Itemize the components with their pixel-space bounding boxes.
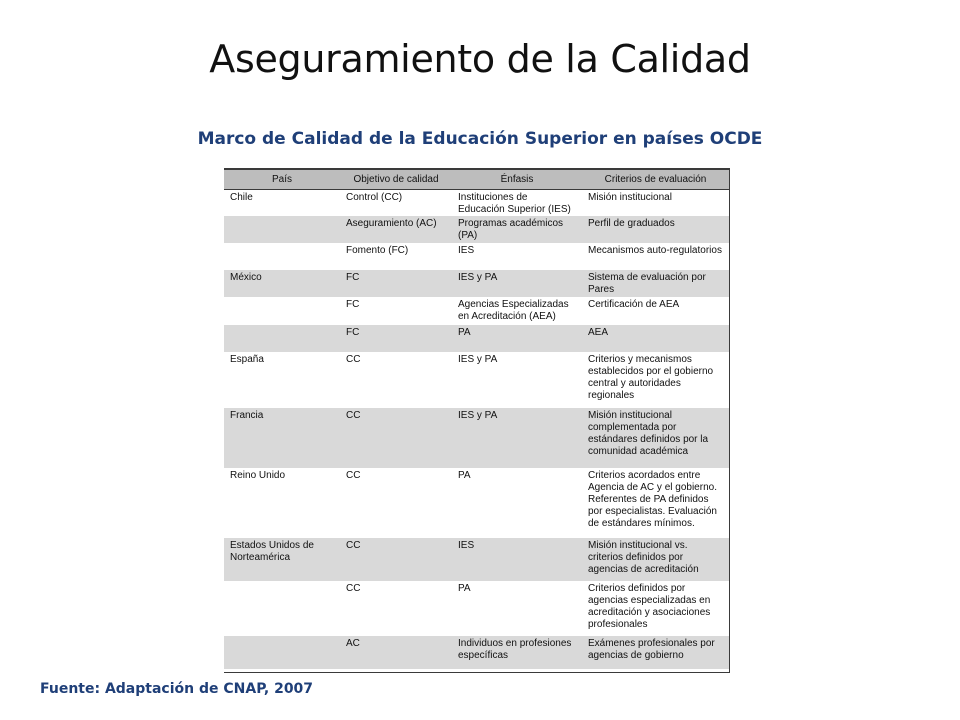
cell-criterios: Misión institucional <box>588 192 672 203</box>
table-row <box>224 581 729 636</box>
cell-enfasis: PA <box>458 583 471 594</box>
cell-objetivo: FC <box>340 270 452 297</box>
cell-criterios: Criterios definidos por agencias especializadas en acreditación y asociaciones profesionales <box>588 583 711 630</box>
cell-criterios: AEA <box>582 325 729 352</box>
cell-enfasis: Programas académicos (PA) <box>452 216 582 243</box>
quality-framework-table <box>224 168 730 673</box>
cell-criterios: Mecanismos auto-regulatorios <box>588 245 722 256</box>
cell-enfasis: IES <box>452 538 582 581</box>
cell-criterios: Perfil de graduados <box>582 216 729 243</box>
cell-enfasis: Individuos en profesiones específicas <box>452 636 582 669</box>
cell-criterios: Certificación de AEA <box>588 299 680 310</box>
cell-pais: Estados Unidos de Norteamérica <box>224 538 340 581</box>
cell-pais: España <box>230 354 264 365</box>
table-row <box>224 325 729 352</box>
slide-title: Aseguramiento de la Calidad <box>209 37 751 81</box>
table-row <box>224 243 729 270</box>
cell-objetivo: CC <box>346 470 361 481</box>
cell-criterios: Misión institucional vs. criterios definidos por agencias de acreditación <box>582 538 729 581</box>
table <box>224 168 729 669</box>
cell-enfasis: IES y PA <box>452 270 582 297</box>
table-row <box>224 352 729 408</box>
cell-objetivo: CC <box>346 354 361 365</box>
cell-criterios: Criterios y mecanismos establecidos por el gobierno central y autoridades regionales <box>588 354 714 401</box>
table-row <box>224 297 729 325</box>
cell-enfasis: IES y PA <box>458 354 498 365</box>
cell-enfasis: Agencias Especializadas en Acreditación (AEA) <box>458 299 569 322</box>
table-row <box>224 190 729 217</box>
source-note: Fuente: Adaptación de CNAP, 2007 <box>40 681 314 697</box>
cell-pais: Reino Unido <box>230 470 286 481</box>
cell-pais: Francia <box>224 408 340 468</box>
cell-enfasis: PA <box>458 470 471 481</box>
table-body <box>224 190 729 670</box>
cell-pais <box>224 581 340 636</box>
cell-objetivo: Fomento (FC) <box>346 245 409 256</box>
cell-enfasis: IES <box>458 245 475 256</box>
cell-criterios: Exámenes profesionales por agencias de gobierno <box>582 636 729 669</box>
cell-criterios: Criterios acordados entre Agencia de AC y el gobierno. Referentes de PA definidos por especialistas. Evaluación de estándares mínimos. <box>588 470 717 529</box>
table-row <box>224 636 729 669</box>
cell-objetivo: Aseguramiento (AC) <box>340 216 452 243</box>
table-row <box>224 216 729 243</box>
cell-criterios: Misión institucional complementada por estándares definidos por la comunidad académica <box>582 408 729 468</box>
cell-objetivo: FC <box>340 325 452 352</box>
cell-objetivo: CC <box>346 583 361 594</box>
cell-pais <box>224 297 340 325</box>
table-row <box>224 468 729 538</box>
cell-pais <box>224 325 340 352</box>
header-criterios: Criterios de evaluación <box>582 169 729 190</box>
header-pais: País <box>224 169 340 190</box>
table-row <box>224 538 729 581</box>
table-row <box>224 408 729 468</box>
cell-enfasis: PA <box>452 325 582 352</box>
cell-pais <box>224 216 340 243</box>
cell-pais <box>224 243 340 270</box>
cell-pais: México <box>224 270 340 297</box>
cell-enfasis: Instituciones de Educación Superior (IES) <box>458 192 571 215</box>
header-objetivo: Objetivo de calidad <box>340 169 452 190</box>
cell-objetivo: Control (CC) <box>346 192 403 203</box>
table-header-row <box>224 169 729 190</box>
cell-pais: Chile <box>230 192 253 203</box>
table-row <box>224 270 729 297</box>
cell-criterios: Sistema de evaluación por Pares <box>582 270 729 297</box>
table-caption: Marco de Calidad de la Educación Superior en países OCDE <box>197 129 763 149</box>
cell-objetivo: AC <box>340 636 452 669</box>
header-enfasis: Énfasis <box>452 169 582 190</box>
cell-pais <box>224 636 340 669</box>
cell-objetivo: FC <box>346 299 360 310</box>
cell-objetivo: CC <box>340 538 452 581</box>
cell-enfasis: IES y PA <box>452 408 582 468</box>
cell-objetivo: CC <box>340 408 452 468</box>
